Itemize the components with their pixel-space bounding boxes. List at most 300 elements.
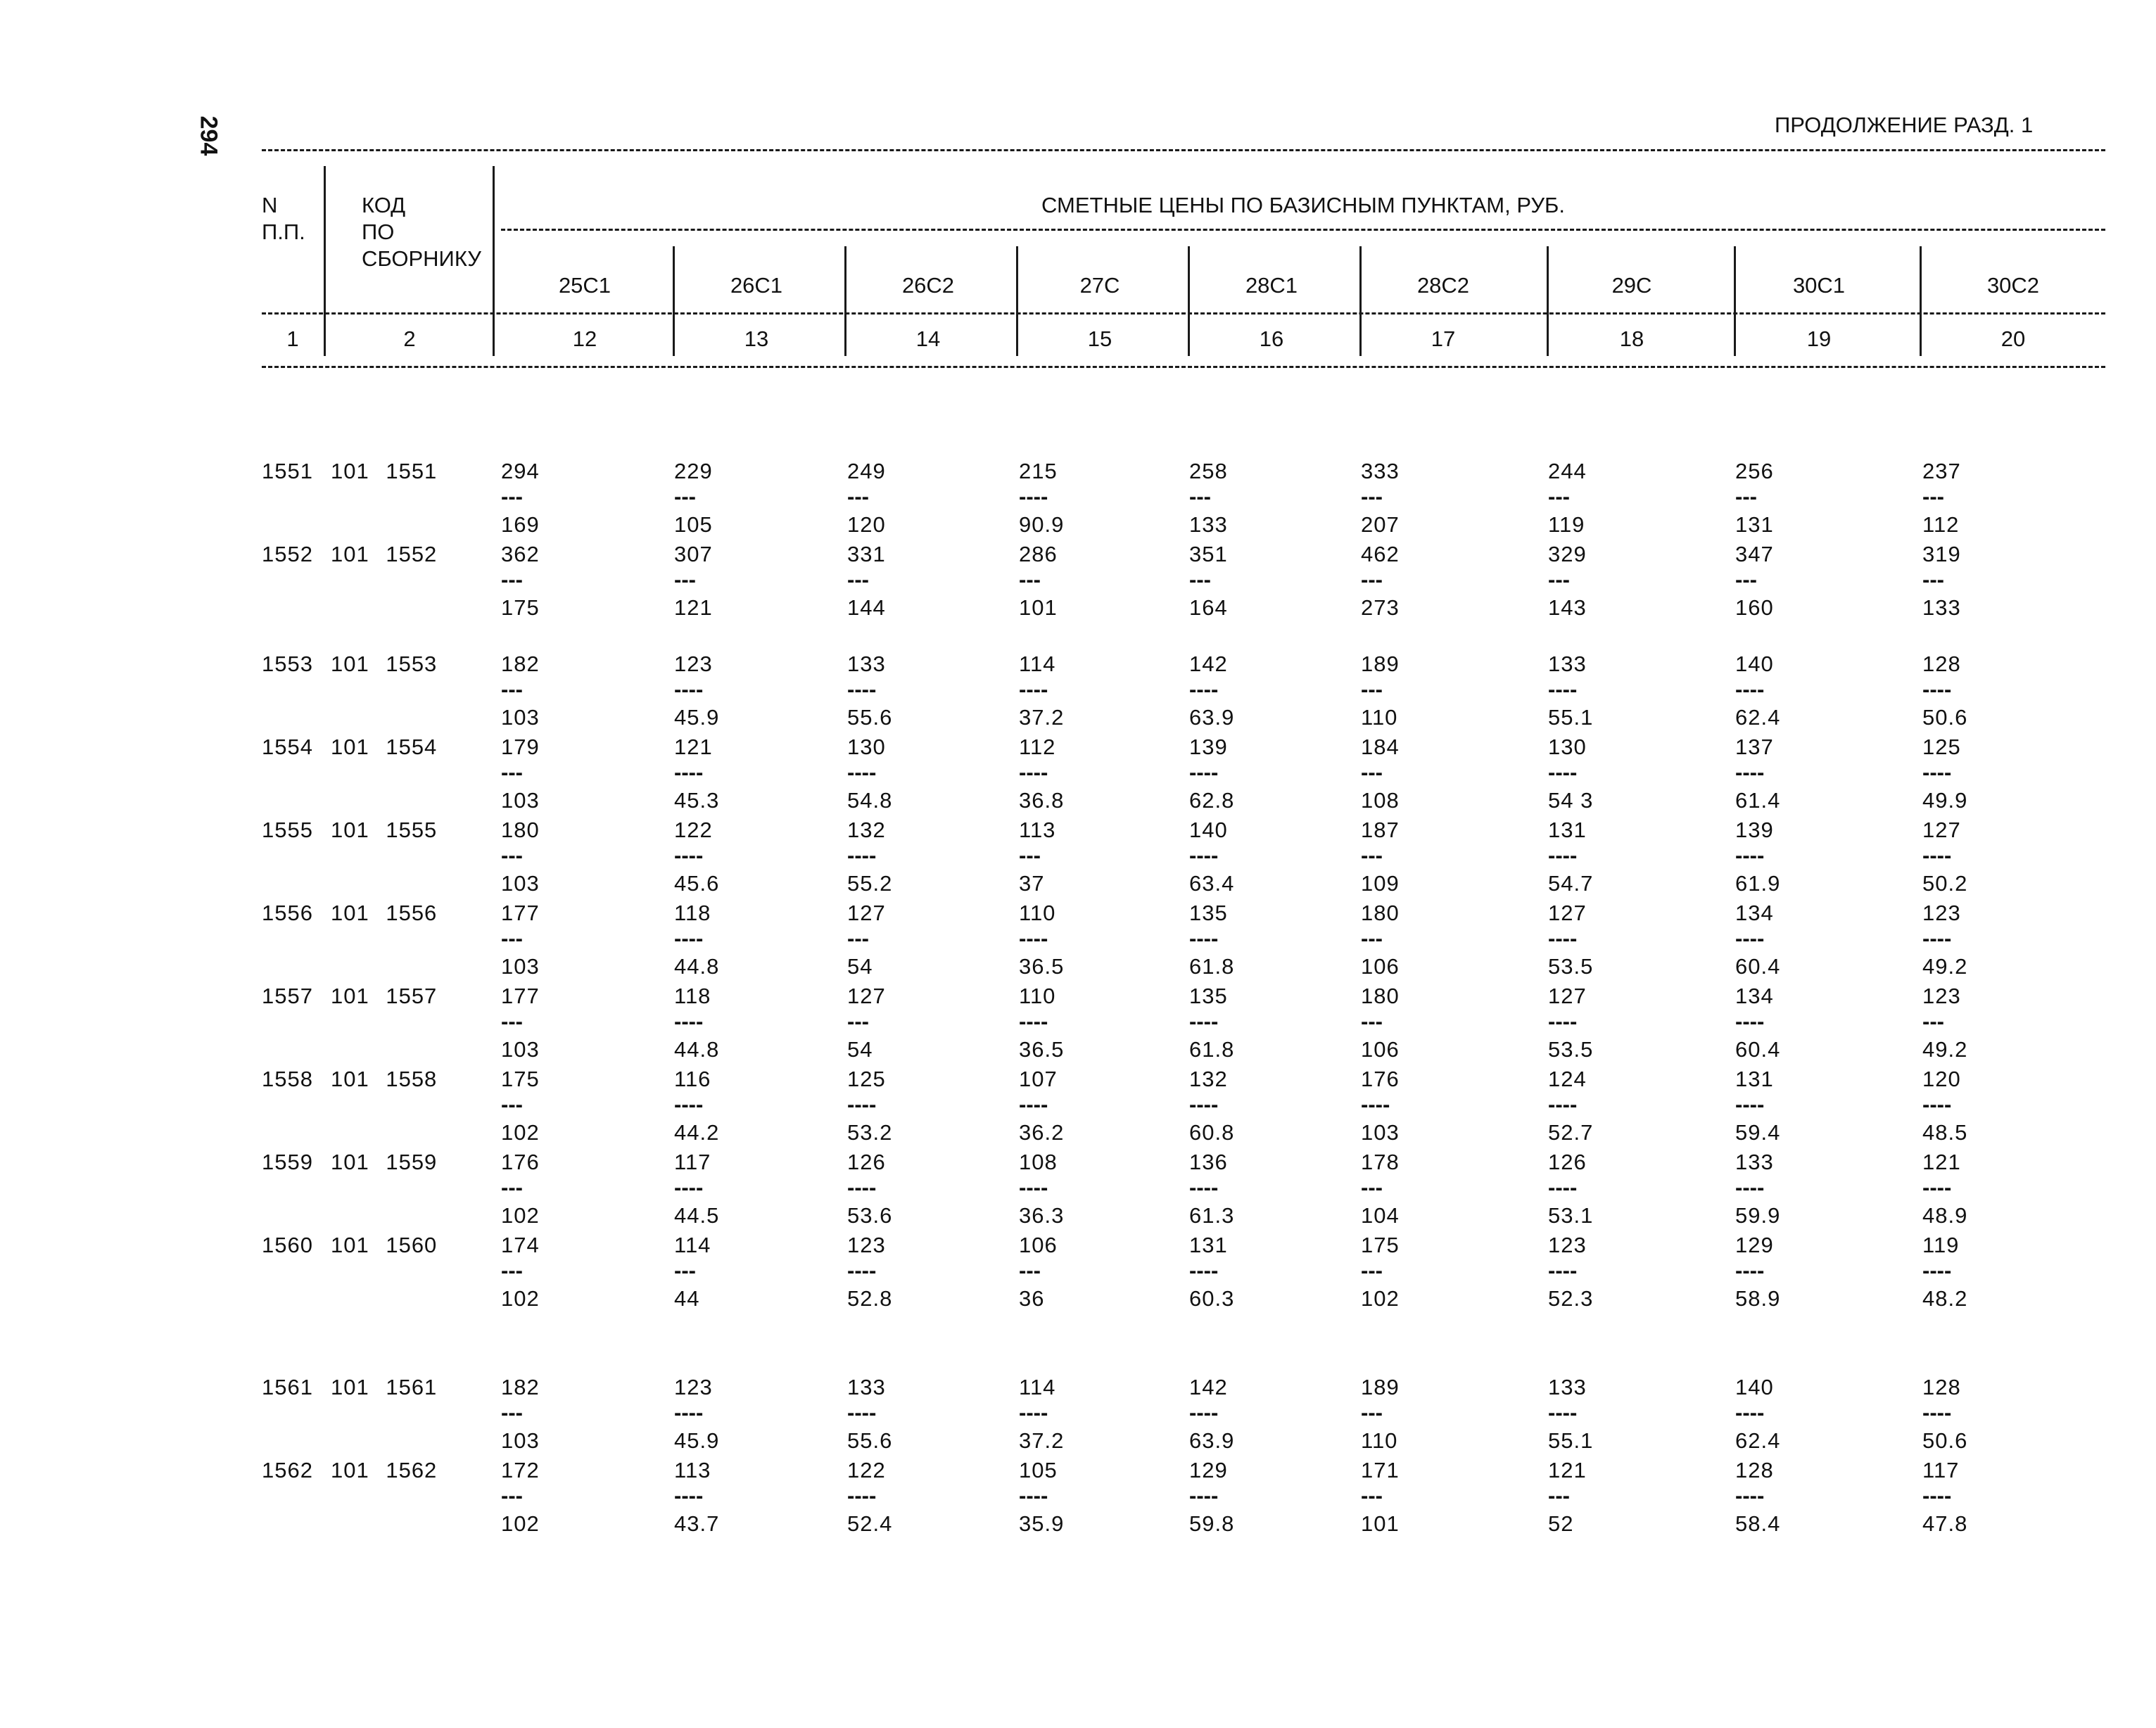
price-numerator: 184 (1361, 735, 1400, 759)
price-denominator: 53.2 (847, 1120, 893, 1145)
price-numerator: 131 (1735, 1067, 1774, 1091)
fraction-line: --- (1189, 484, 1211, 509)
price-numerator: 127 (1548, 984, 1587, 1008)
price-denominator: 37.2 (1019, 1428, 1065, 1453)
price-denominator: 102 (501, 1511, 540, 1536)
price-numerator: 128 (1922, 652, 1961, 676)
price-denominator: 61.9 (1735, 871, 1781, 896)
price-denominator: 103 (501, 1428, 540, 1453)
price-numerator: 130 (847, 735, 886, 759)
price-numerator: 118 (674, 901, 711, 925)
price-denominator: 121 (674, 595, 713, 620)
price-denominator: 49.2 (1922, 1037, 1968, 1062)
fraction-line: ---- (1922, 1258, 1952, 1283)
price-numerator: 187 (1361, 818, 1400, 842)
price-denominator: 164 (1189, 595, 1228, 620)
base-point-header: 28С2 (1416, 273, 1470, 298)
price-numerator: 135 (1189, 901, 1228, 925)
fraction-line: --- (1361, 1258, 1383, 1283)
fraction-line: ---- (1189, 760, 1219, 784)
price-numerator: 133 (847, 652, 886, 676)
price-numerator: 112 (1019, 735, 1056, 759)
price-denominator: 36.5 (1019, 1037, 1065, 1062)
row-code: 101 1551 (331, 459, 438, 483)
price-numerator: 107 (1019, 1067, 1058, 1091)
price-denominator: 49.9 (1922, 788, 1968, 813)
fraction-line: --- (501, 843, 523, 868)
price-denominator: 59.9 (1735, 1203, 1781, 1228)
price-denominator: 37.2 (1019, 705, 1065, 730)
fraction-line: --- (501, 567, 523, 592)
price-denominator: 103 (1361, 1120, 1400, 1145)
price-numerator: 105 (1019, 1458, 1058, 1482)
price-numerator: 123 (674, 1375, 713, 1399)
row-number: 1552 (262, 542, 313, 566)
price-denominator: 55.6 (847, 1428, 893, 1453)
price-denominator: 59.4 (1735, 1120, 1781, 1145)
fraction-line: ---- (1019, 677, 1048, 701)
price-numerator: 182 (501, 652, 540, 676)
fraction-line: ---- (1019, 1483, 1048, 1508)
price-numerator: 179 (501, 735, 540, 759)
price-denominator: 48.9 (1922, 1203, 1968, 1228)
fraction-line: --- (501, 1483, 523, 1508)
price-numerator: 175 (1361, 1233, 1400, 1257)
price-denominator: 106 (1361, 954, 1400, 979)
row-number: 1555 (262, 818, 313, 842)
price-numerator: 127 (847, 901, 886, 925)
price-denominator: 58.4 (1735, 1511, 1781, 1536)
price-denominator: 55.2 (847, 871, 893, 896)
price-denominator: 133 (1189, 512, 1228, 537)
price-denominator: 35.9 (1019, 1511, 1065, 1536)
fraction-line: ---- (1922, 1483, 1952, 1508)
fraction-line: ---- (1019, 926, 1048, 951)
price-denominator: 60.4 (1735, 954, 1781, 979)
price-denominator: 45.9 (674, 705, 720, 730)
price-numerator: 140 (1189, 818, 1228, 842)
price-denominator: 103 (501, 788, 540, 813)
price-numerator: 110 (1019, 901, 1056, 925)
fraction-line: --- (501, 1092, 523, 1117)
fraction-line: --- (501, 926, 523, 951)
price-denominator: 110 (1361, 1428, 1398, 1453)
fraction-line: --- (847, 926, 869, 951)
price-numerator: 134 (1735, 984, 1774, 1008)
row-code: 101 1561 (331, 1375, 438, 1399)
price-numerator: 129 (1189, 1458, 1228, 1482)
fraction-line: --- (501, 760, 523, 784)
fraction-line: ---- (1922, 1092, 1952, 1117)
price-numerator: 140 (1735, 1375, 1774, 1399)
price-denominator: 109 (1361, 871, 1400, 896)
price-denominator: 62.4 (1735, 705, 1781, 730)
column-number: 13 (744, 326, 769, 351)
price-numerator: 189 (1361, 1375, 1400, 1399)
fraction-line: ---- (1548, 760, 1578, 784)
price-denominator: 54 (847, 954, 873, 979)
price-denominator: 104 (1361, 1203, 1400, 1228)
price-numerator: 126 (1548, 1150, 1587, 1174)
price-denominator: 103 (501, 705, 540, 730)
column-number: 1 (286, 326, 299, 351)
price-numerator: 142 (1189, 652, 1228, 676)
row-number: 1551 (262, 459, 313, 483)
fraction-line: --- (1922, 484, 1944, 509)
fraction-line: ---- (1189, 1009, 1219, 1034)
price-numerator: 133 (1548, 1375, 1587, 1399)
header-top-rule (262, 149, 2105, 151)
price-numerator: 123 (1548, 1233, 1587, 1257)
fraction-line: ---- (1922, 843, 1952, 868)
price-numerator: 351 (1189, 542, 1228, 566)
price-denominator: 102 (501, 1203, 540, 1228)
price-numerator: 121 (1922, 1150, 1961, 1174)
price-denominator: 54 (847, 1037, 873, 1062)
price-numerator: 114 (1019, 652, 1056, 676)
base-point-header: 30С2 (1986, 273, 2040, 298)
price-numerator: 108 (1019, 1150, 1058, 1174)
price-denominator: 102 (501, 1286, 540, 1311)
price-numerator: 137 (1735, 735, 1774, 759)
fraction-line: --- (1735, 567, 1757, 592)
price-denominator: 106 (1361, 1037, 1400, 1062)
price-denominator: 63.9 (1189, 705, 1235, 730)
base-point-header: 26С1 (730, 273, 783, 298)
price-numerator: 124 (1548, 1067, 1587, 1091)
price-denominator: 45.6 (674, 871, 720, 896)
price-denominator: 175 (501, 595, 540, 620)
price-numerator: 122 (674, 818, 713, 842)
header-sub-rule (501, 229, 2105, 231)
price-denominator: 103 (501, 871, 540, 896)
price-numerator: 127 (1548, 901, 1587, 925)
price-numerator: 333 (1361, 459, 1400, 483)
price-denominator: 119 (1548, 512, 1585, 537)
price-numerator: 123 (674, 652, 713, 676)
fraction-line: ---- (1922, 677, 1952, 701)
price-numerator: 331 (847, 542, 886, 566)
price-denominator: 144 (847, 595, 886, 620)
fraction-line: ---- (674, 926, 704, 951)
fraction-line: ---- (1735, 1175, 1765, 1200)
price-denominator: 44 (674, 1286, 700, 1311)
fraction-line: --- (501, 677, 523, 701)
price-numerator: 142 (1189, 1375, 1228, 1399)
price-denominator: 47.8 (1922, 1511, 1968, 1536)
fraction-line: ---- (1189, 1092, 1219, 1117)
price-numerator: 106 (1019, 1233, 1058, 1257)
price-numerator: 128 (1922, 1375, 1961, 1399)
price-numerator: 256 (1735, 459, 1774, 483)
price-numerator: 244 (1548, 459, 1587, 483)
price-denominator: 49.2 (1922, 954, 1968, 979)
price-numerator: 131 (1548, 818, 1587, 842)
row-code: 101 1555 (331, 818, 438, 842)
price-denominator: 36.2 (1019, 1120, 1065, 1145)
price-numerator: 307 (674, 542, 713, 566)
price-denominator: 110 (1361, 705, 1398, 730)
price-denominator: 102 (501, 1120, 540, 1145)
fraction-line: --- (1019, 843, 1041, 868)
fraction-line: ---- (847, 1258, 877, 1283)
price-denominator: 61.8 (1189, 1037, 1235, 1062)
price-denominator: 169 (501, 512, 540, 537)
base-point-header: 25С1 (558, 273, 611, 298)
row-number: 1557 (262, 984, 313, 1008)
header-mid-rule (262, 312, 2105, 315)
price-group-title: СМЕТНЫЕ ЦЕНЫ ПО БАЗИСНЫМ ПУНКТАМ, РУБ. (1041, 193, 1565, 217)
price-denominator: 50.6 (1922, 705, 1968, 730)
price-denominator: 143 (1548, 595, 1587, 620)
fraction-line: --- (501, 1400, 523, 1425)
price-denominator: 52.3 (1548, 1286, 1594, 1311)
fraction-line: --- (501, 484, 523, 509)
fraction-line: ---- (674, 1092, 704, 1117)
price-denominator: 44.5 (674, 1203, 720, 1228)
price-numerator: 127 (1922, 818, 1961, 842)
price-denominator: 50.6 (1922, 1428, 1968, 1453)
fraction-line: --- (1735, 484, 1757, 509)
fraction-line: ---- (674, 1400, 704, 1425)
fraction-line: ---- (674, 1009, 704, 1034)
price-denominator: 36.3 (1019, 1203, 1065, 1228)
price-numerator: 189 (1361, 652, 1400, 676)
price-numerator: 177 (501, 984, 540, 1008)
price-numerator: 462 (1361, 542, 1400, 566)
price-numerator: 116 (674, 1067, 711, 1091)
row-code: 101 1553 (331, 652, 438, 676)
price-denominator: 160 (1735, 595, 1774, 620)
row-code: 101 1552 (331, 542, 438, 566)
price-denominator: 53.5 (1548, 954, 1594, 979)
price-numerator: 121 (1548, 1458, 1587, 1482)
fraction-line: ---- (1189, 1400, 1219, 1425)
price-denominator: 58.9 (1735, 1286, 1781, 1311)
price-numerator: 171 (1361, 1458, 1400, 1482)
price-numerator: 140 (1735, 652, 1774, 676)
fraction-line: ---- (1019, 1009, 1048, 1034)
price-denominator: 48.5 (1922, 1120, 1968, 1145)
price-denominator: 59.8 (1189, 1511, 1235, 1536)
fraction-line: ---- (1922, 926, 1952, 951)
price-denominator: 36.8 (1019, 788, 1065, 813)
price-numerator: 180 (501, 818, 540, 842)
price-numerator: 294 (501, 459, 540, 483)
price-numerator: 123 (1922, 984, 1961, 1008)
fraction-line: ---- (1735, 1092, 1765, 1117)
np-label-line1: N (262, 193, 278, 217)
fraction-line: ---- (847, 1175, 877, 1200)
fraction-line: ---- (1189, 926, 1219, 951)
fraction-line: --- (1361, 484, 1383, 509)
row-number: 1559 (262, 1150, 313, 1174)
price-denominator: 44.2 (674, 1120, 720, 1145)
price-numerator: 128 (1735, 1458, 1774, 1482)
price-numerator: 123 (847, 1233, 886, 1257)
fraction-line: ---- (674, 1175, 704, 1200)
fraction-line: --- (1019, 567, 1041, 592)
price-denominator: 45.3 (674, 788, 720, 813)
fraction-line: ---- (1019, 760, 1048, 784)
fraction-line: --- (847, 567, 869, 592)
price-denominator: 61.8 (1189, 954, 1235, 979)
fraction-line: --- (501, 1258, 523, 1283)
price-numerator: 172 (501, 1458, 540, 1482)
price-numerator: 139 (1189, 735, 1228, 759)
row-number: 1562 (262, 1458, 313, 1482)
fraction-line: --- (1361, 1009, 1383, 1034)
price-denominator: 112 (1922, 512, 1960, 537)
fraction-line: ---- (1361, 1092, 1390, 1117)
row-code: 101 1554 (331, 735, 438, 759)
price-numerator: 113 (674, 1458, 711, 1482)
price-denominator: 45.9 (674, 1428, 720, 1453)
price-denominator: 61.4 (1735, 788, 1781, 813)
fraction-line: --- (1548, 484, 1570, 509)
price-numerator: 182 (501, 1375, 540, 1399)
price-numerator: 126 (847, 1150, 886, 1174)
fraction-line: ---- (1548, 1258, 1578, 1283)
price-numerator: 132 (847, 818, 886, 842)
fraction-line: ---- (1735, 926, 1765, 951)
price-denominator: 103 (501, 1037, 540, 1062)
fraction-line: ---- (1735, 1483, 1765, 1508)
price-denominator: 43.7 (674, 1511, 720, 1536)
price-numerator: 117 (1922, 1458, 1960, 1482)
row-number: 1558 (262, 1067, 313, 1091)
fraction-line: ---- (847, 677, 877, 701)
base-point-header: 29С (1611, 273, 1652, 298)
fraction-line: ---- (847, 843, 877, 868)
row-code: 101 1557 (331, 984, 438, 1008)
price-numerator: 139 (1735, 818, 1774, 842)
price-denominator: 52.8 (847, 1286, 893, 1311)
price-denominator: 52.7 (1548, 1120, 1594, 1145)
column-number: 20 (2000, 326, 2026, 351)
price-denominator: 54.7 (1548, 871, 1594, 896)
fraction-line: ---- (1548, 677, 1578, 701)
price-numerator: 133 (1735, 1150, 1774, 1174)
price-numerator: 125 (847, 1067, 886, 1091)
fraction-line: --- (1361, 926, 1383, 951)
price-numerator: 180 (1361, 901, 1400, 925)
fraction-line: ---- (1548, 1092, 1578, 1117)
column-number: 18 (1619, 326, 1644, 351)
price-numerator: 117 (674, 1150, 711, 1174)
price-denominator: 90.9 (1019, 512, 1065, 537)
fraction-line: ---- (674, 843, 704, 868)
fraction-line: ---- (1735, 677, 1765, 701)
fraction-line: --- (501, 1009, 523, 1034)
fraction-line: --- (1548, 567, 1570, 592)
fraction-line: ---- (1922, 760, 1952, 784)
fraction-line: --- (1361, 760, 1383, 784)
fraction-line: ---- (1189, 1258, 1219, 1283)
page-number: 294 (195, 115, 222, 156)
price-denominator: 120 (847, 512, 886, 537)
fraction-line: ---- (1922, 1175, 1952, 1200)
fraction-line: --- (501, 1175, 523, 1200)
row-code: 101 1560 (331, 1233, 438, 1257)
fraction-line: ---- (1019, 1175, 1048, 1200)
fraction-line: --- (1922, 567, 1944, 592)
fraction-line: ---- (1548, 843, 1578, 868)
fraction-line: ---- (847, 1092, 877, 1117)
price-denominator: 52 (1548, 1511, 1574, 1536)
row-number: 1561 (262, 1375, 313, 1399)
price-numerator: 129 (1735, 1233, 1774, 1257)
price-numerator: 258 (1189, 459, 1228, 483)
price-denominator: 61.3 (1189, 1203, 1235, 1228)
price-numerator: 329 (1548, 542, 1587, 566)
row-number: 1553 (262, 652, 313, 676)
fraction-line: ---- (1019, 484, 1048, 509)
price-numerator: 177 (501, 901, 540, 925)
price-denominator: 55.6 (847, 705, 893, 730)
fraction-line: ---- (1548, 1009, 1578, 1034)
price-denominator: 36 (1019, 1286, 1045, 1311)
fraction-line: ---- (1019, 1092, 1048, 1117)
price-denominator: 63.9 (1189, 1428, 1235, 1453)
column-number: 14 (915, 326, 941, 351)
base-point-header: 27С (1079, 273, 1120, 298)
price-numerator: 347 (1735, 542, 1774, 566)
price-numerator: 114 (1019, 1375, 1056, 1399)
row-code: 101 1562 (331, 1458, 438, 1482)
fraction-line: --- (674, 484, 696, 509)
price-denominator: 36.5 (1019, 954, 1065, 979)
column-number: 15 (1087, 326, 1112, 351)
fraction-line: ---- (1189, 1175, 1219, 1200)
price-numerator: 119 (1922, 1233, 1960, 1257)
price-numerator: 135 (1189, 984, 1228, 1008)
base-point-header: 30С1 (1792, 273, 1846, 298)
column-number: 16 (1259, 326, 1284, 351)
header-separator-code (493, 166, 495, 356)
fraction-line: --- (1019, 1258, 1041, 1283)
price-denominator: 62.8 (1189, 788, 1235, 813)
price-numerator: 176 (1361, 1067, 1400, 1091)
row-code: 101 1558 (331, 1067, 438, 1091)
price-denominator: 63.4 (1189, 871, 1235, 896)
price-numerator: 130 (1548, 735, 1587, 759)
price-numerator: 286 (1019, 542, 1058, 566)
price-numerator: 174 (501, 1233, 540, 1257)
base-point-header: 26С2 (901, 273, 955, 298)
fraction-line: --- (847, 1009, 869, 1034)
price-denominator: 102 (1361, 1286, 1400, 1311)
code-label-line3: СБОРНИКУ (362, 246, 481, 271)
fraction-line: ---- (1548, 926, 1578, 951)
fraction-line: ---- (1735, 843, 1765, 868)
fraction-line: ---- (1735, 1258, 1765, 1283)
fraction-line: ---- (847, 1400, 877, 1425)
fraction-line: ---- (674, 1483, 704, 1508)
price-numerator: 123 (1922, 901, 1961, 925)
fraction-line: --- (1361, 1483, 1383, 1508)
price-numerator: 110 (1019, 984, 1056, 1008)
price-numerator: 120 (1922, 1067, 1961, 1091)
fraction-line: ---- (674, 760, 704, 784)
column-number: 19 (1806, 326, 1832, 351)
row-code: 101 1559 (331, 1150, 438, 1174)
fraction-line: ---- (1019, 1400, 1048, 1425)
fraction-line: --- (1548, 1483, 1570, 1508)
price-denominator: 133 (1922, 595, 1961, 620)
fraction-line: ---- (1189, 843, 1219, 868)
column-number: 12 (572, 326, 597, 351)
